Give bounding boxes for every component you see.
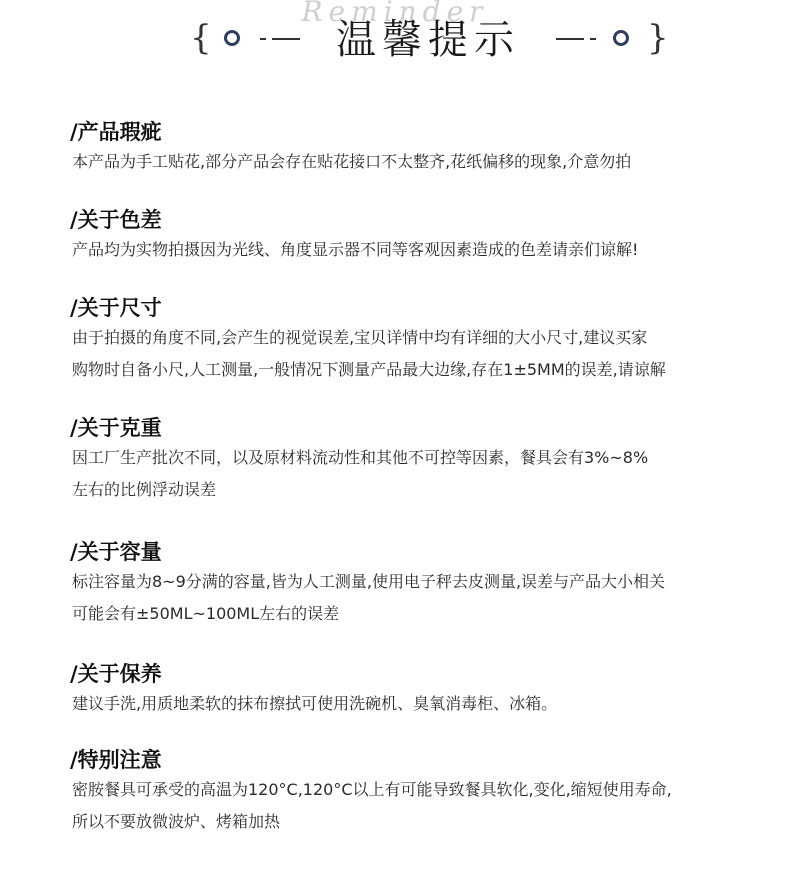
right-brace-ornament: } — [647, 18, 669, 58]
section-text-line: 可能会有±50ML~100ML左右的误差 — [72, 604, 340, 623]
section-title: /产品瑕疵 — [70, 120, 162, 144]
section-weight — [72, 414, 772, 506]
section-title: /关于保养 — [70, 662, 162, 686]
section-text-line: 建议手洗,用质地柔软的抹布擦拭可使用洗碗机、臭氧消毒柜、冰箱。 — [72, 694, 558, 713]
left-ring-ornament — [224, 30, 240, 46]
section-title: /关于色差 — [70, 208, 162, 232]
section-color-difference — [72, 206, 772, 266]
section-text-line: 购物时自备小尺,人工测量,一般情况下测量产品最大边缘,存在1±5MM的误差,请谅解 — [72, 360, 666, 379]
right-line-ornament — [556, 38, 584, 40]
section-text-line: 本产品为手工贴花,部分产品会存在贴花接口不太整齐,花纸偏移的现象,介意勿拍 — [72, 152, 632, 171]
header-subtitle: Reminder — [301, 0, 489, 28]
right-ring-ornament — [613, 30, 629, 46]
section-text-line: 所以不要放微波炉、烤箱加热 — [72, 812, 281, 831]
section-product-defects — [72, 118, 772, 178]
section-title: /关于容量 — [70, 540, 162, 564]
section-text-line: 由于拍摄的角度不同,会产生的视觉误差,宝贝详情中均有详细的大小尺寸,建议买家 — [72, 328, 648, 347]
section-text-line: 因工厂生产批次不同，以及原材料流动性和其他不可控等因素，餐具会有3%~8% — [72, 448, 649, 467]
section-title: /特别注意 — [70, 748, 162, 772]
right-dash-ornament — [590, 38, 596, 40]
section-title: /关于克重 — [70, 416, 162, 440]
section-title: /关于尺寸 — [70, 296, 162, 320]
section-text-line: 产品均为实物拍摄因为光线、角度显示器不同等客观因素造成的色差请亲们谅解! — [72, 240, 639, 259]
section-size — [72, 294, 772, 386]
section-capacity — [72, 538, 772, 630]
left-line-ornament — [272, 38, 300, 40]
left-brace-ornament: { — [190, 18, 212, 58]
left-dash-ornament — [260, 38, 266, 40]
section-text-line: 密胺餐具可承受的高温为120°C,120°C以上有可能导致餐具软化,变化,缩短使用寿命, — [72, 780, 672, 799]
page-header — [0, 0, 790, 80]
section-special-notice — [72, 746, 772, 838]
section-care — [72, 660, 772, 720]
section-text-line: 左右的比例浮动误差 — [72, 480, 217, 499]
section-text-line: 标注容量为8~9分满的容量,皆为人工测量,使用电子秤去皮测量,误差与产品大小相关 — [72, 572, 666, 591]
page-title: 温馨提示 — [336, 17, 520, 63]
